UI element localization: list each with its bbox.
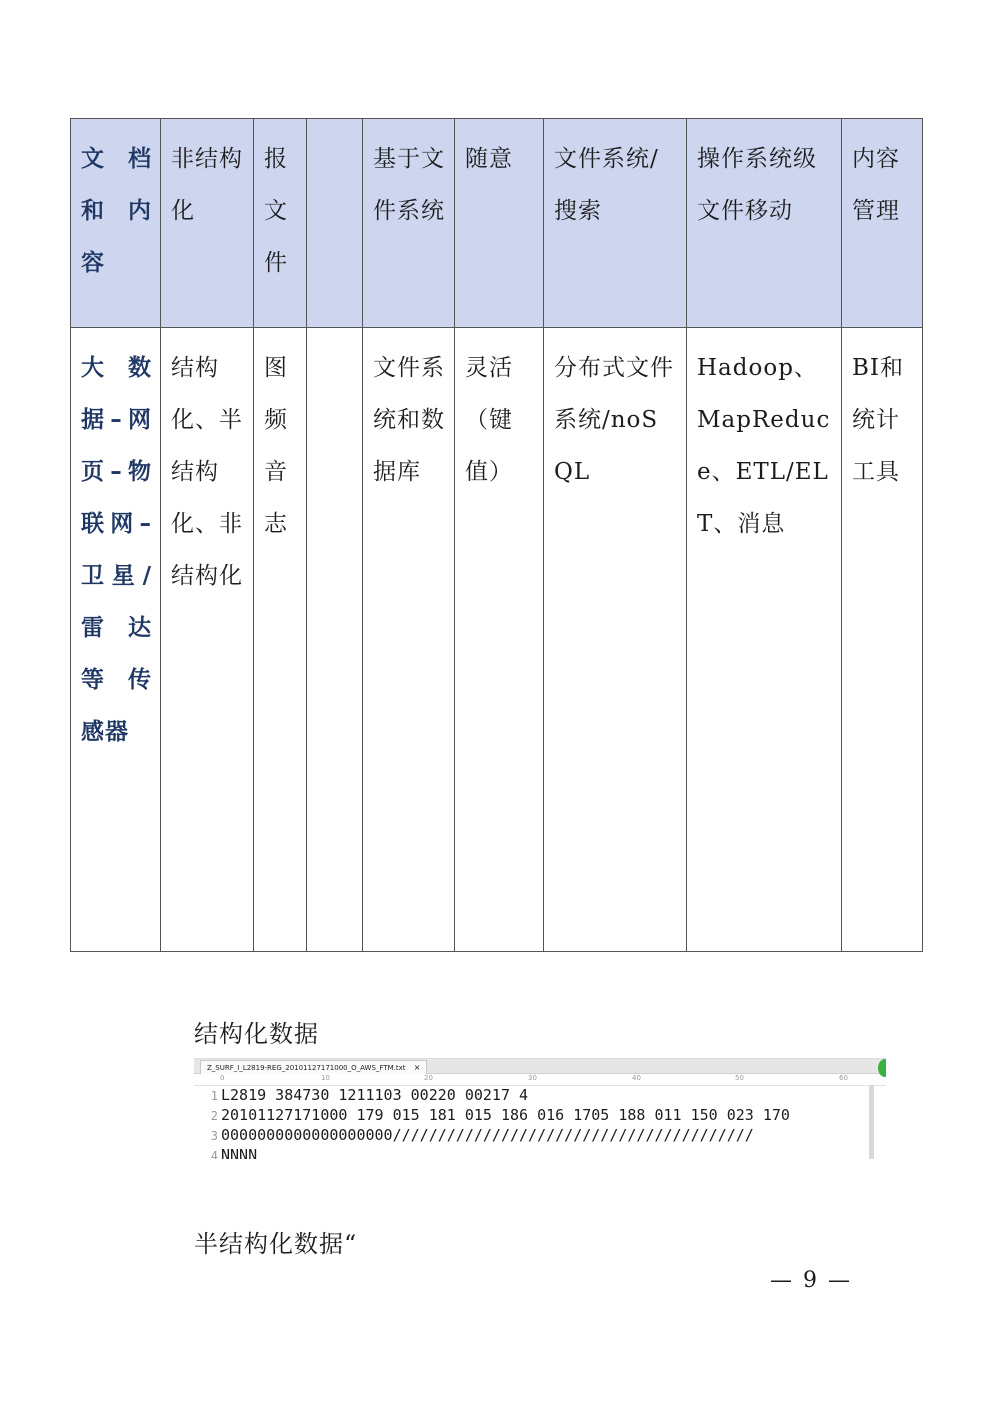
file-tab-title: Z_SURF_I_L2819-REG_20101127171000_O_AWS_FTM.txt (207, 1064, 406, 1072)
header-cell-schema: 随意 (455, 119, 544, 328)
ruler-tick: 40 (632, 1074, 641, 1082)
line-text: 0000000000000000000//////////////////////////////////////// (221, 1126, 754, 1144)
ruler-tick: 0 (220, 1074, 225, 1082)
table-row (71, 328, 923, 952)
code-line (194, 1106, 886, 1126)
structured-data-label: 结构化数据 (194, 1020, 319, 1048)
close-icon[interactable]: × (413, 1063, 421, 1072)
body-cell-movement: Hadoop、MapReduce、ETL/ELT、消息 (687, 328, 842, 952)
ruler-tick: 60 (839, 1074, 848, 1082)
body-cell-empty (307, 328, 363, 952)
line-text: L2819 384730 1211103 00220 00217 4 (221, 1086, 529, 1104)
editor-tab-bar (194, 1059, 886, 1074)
data-type-table (70, 118, 923, 952)
body-cell-type: 结构化、半结构化、非结构化 (161, 328, 254, 952)
line-number: 3 (210, 1129, 218, 1143)
ruler-tick: 30 (528, 1074, 537, 1082)
table-header-row (71, 119, 923, 328)
header-cell-content: 文档和内容 (71, 119, 161, 328)
header-cell-empty (307, 119, 363, 328)
header-cell-movement: 操作系统级文件移动 (687, 119, 842, 328)
ruler-tick: 50 (735, 1074, 744, 1082)
page-number: — 9 — (770, 1268, 852, 1293)
code-line (194, 1086, 886, 1106)
semi-structured-data-label: 半结构化数据“ (194, 1230, 358, 1258)
body-cell-report: 图频音志 (254, 328, 307, 952)
body-cell-access: 分布式文件系统/noSQL (544, 328, 687, 952)
header-cell-management: 内容管理 (842, 119, 923, 328)
editor-ruler (194, 1074, 886, 1086)
body-cell-content: 大数据–网页–物联网–卫星/雷达等传感器 (71, 328, 161, 952)
header-cell-storage: 基于文件系统 (363, 119, 455, 328)
ruler-tick: 10 (321, 1074, 330, 1082)
line-number: 4 (210, 1149, 218, 1159)
ruler-tick: 20 (424, 1074, 433, 1082)
file-tab[interactable] (200, 1060, 427, 1074)
body-cell-storage: 文件系统和数据库 (363, 328, 455, 952)
line-text: 20101127171000 179 015 181 015 186 016 1705 188 011 150 023 170 (221, 1106, 790, 1124)
header-cell-type: 非结构化 (161, 119, 254, 328)
line-number: 2 (210, 1109, 218, 1123)
body-cell-schema: 灵活（键值） (455, 328, 544, 952)
code-line (194, 1126, 886, 1146)
code-area[interactable] (194, 1086, 886, 1159)
header-cell-access: 文件系统/搜索 (544, 119, 687, 328)
header-cell-report: 报文件 (254, 119, 307, 328)
code-line (194, 1146, 886, 1159)
line-number: 1 (210, 1089, 218, 1103)
vertical-scrollbar[interactable] (869, 1085, 874, 1159)
text-editor-screenshot (194, 1058, 886, 1159)
line-text: NNNN (221, 1146, 258, 1159)
body-cell-management: BI和统计工具 (842, 328, 923, 952)
